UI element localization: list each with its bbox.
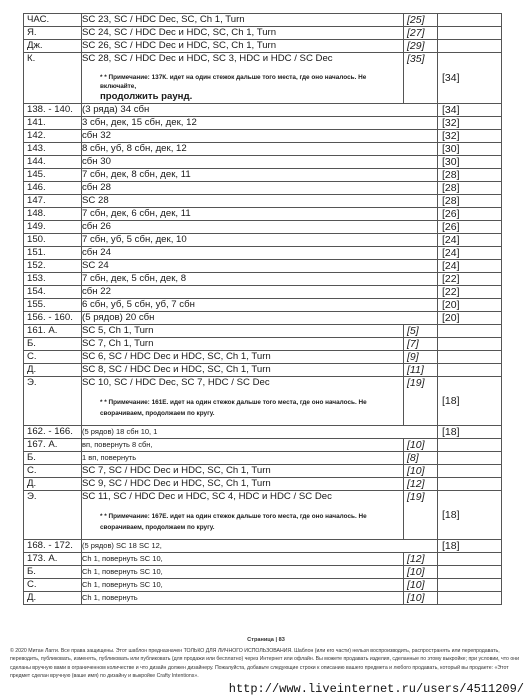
instruction-text: SC 11, SC / HDC Dec и HDC, SC 4, HDC и HDC / SC Dec	[82, 491, 332, 502]
instruction-text: (5 рядов) SC 18 SC 12,	[82, 541, 162, 550]
row-instruction	[82, 27, 404, 40]
stitch-count: [34]	[438, 53, 502, 104]
table-row	[24, 156, 502, 169]
instruction-text: SC 7, SC / HDC Dec и HDC, SC, Ch 1, Turn	[82, 465, 271, 476]
stitch-count: [32]	[438, 117, 502, 130]
stitch-count: [24]	[438, 260, 502, 273]
stitch-count: [28]	[438, 169, 502, 182]
sub-stitch-count: [10]	[404, 566, 438, 579]
row-instruction	[82, 182, 438, 195]
row-number: 168. - 172.	[24, 540, 82, 553]
row-instruction	[82, 566, 404, 579]
instruction-text: SC 7, Ch 1, Turn	[82, 338, 154, 349]
row-number: К.	[24, 53, 82, 104]
stitch-count: [20]	[438, 312, 502, 325]
table-row	[24, 104, 502, 117]
instruction-text: 7 сбн, дек, 5 сбн, дек, 8	[82, 273, 187, 284]
row-number: 141.	[24, 117, 82, 130]
stitch-count: [32]	[438, 130, 502, 143]
row-instruction	[82, 156, 438, 169]
page-footer	[10, 636, 522, 681]
instruction-text: 3 сбн, дек, 15 сбн, дек, 12	[82, 117, 197, 128]
note-text: * * Примечание: 137К. идет на один стежок дальше того места, где оно началось. Не включайте,	[100, 74, 367, 90]
table-row	[24, 452, 502, 465]
table-row	[24, 312, 502, 325]
copyright-text: © 2020 Митан Лагги. Все права защищены. Этот шаблон предназначен ТОЛЬКО ДЛЯ ЛИЧНОГО ИСПОЛЬЗОВАНИЯ. Шаблон (или его части) нельзя воспроизводить, распространять или перепродавать, переводить, публиковать, изменять, публиковать или публиковать (для продажи или бесплатно) через Интернет или офлайн. Вы можете продавать изделия, сделанные по этому выкройке; при условии, что они сделаны вручную вами в ограниченном количестве и что дизайн должен дизайнеру. Пожалуйста, добавьте следующие строки к описанию вашего предмета и любого продавать, который вы продаете: «Этот предмет сделан вручную (ваше имя) по дизайну и выкройке Crafty Intentions».	[10, 647, 519, 679]
instruction-text: сбн 28	[82, 182, 111, 193]
table-row	[24, 117, 502, 130]
instruction-text: сбн 32	[82, 130, 111, 141]
note-text: * * Примечание: 161Е. идет на один стежок дальше того места, где оно началось. Не	[100, 399, 367, 406]
row-number: С.	[24, 465, 82, 478]
sub-stitch-count: [12]	[404, 478, 438, 491]
row-instruction	[82, 491, 404, 540]
stitch-count: [22]	[438, 286, 502, 299]
sub-stitch-count: [9]	[404, 351, 438, 364]
sub-stitch-count: [5]	[404, 325, 438, 338]
table-row	[24, 234, 502, 247]
row-number: ЧАС.	[24, 14, 82, 27]
row-number: 146.	[24, 182, 82, 195]
table-row	[24, 338, 502, 351]
instruction-text: Ch 1, повернуть	[82, 593, 138, 602]
row-instruction	[82, 247, 438, 260]
stitch-count	[438, 452, 502, 465]
sub-stitch-count: [25]	[404, 14, 438, 27]
row-number: Э.	[24, 491, 82, 540]
instruction-text: SC 5, Ch 1, Turn	[82, 325, 154, 336]
row-instruction	[82, 260, 438, 273]
instruction-text: Ch 1, повернуть SC 10,	[82, 567, 163, 576]
stitch-count: [18]	[438, 426, 502, 439]
table-row	[24, 27, 502, 40]
row-number: 153.	[24, 273, 82, 286]
stitch-count: [24]	[438, 234, 502, 247]
table-row	[24, 14, 502, 27]
sub-stitch-count: [12]	[404, 553, 438, 566]
instruction-text: 7 сбн, дек, 6 сбн, дек, 11	[82, 208, 191, 219]
row-number: 154.	[24, 286, 82, 299]
row-instruction	[82, 579, 404, 592]
table-row	[24, 286, 502, 299]
row-number: 149.	[24, 221, 82, 234]
row-number: 143.	[24, 143, 82, 156]
row-instruction	[82, 286, 438, 299]
stitch-count: [28]	[438, 195, 502, 208]
note-continuation: продолжить раунд.	[100, 91, 193, 102]
table-row	[24, 195, 502, 208]
table-row	[24, 130, 502, 143]
note-continuation: сворачиваем, продолжаем по кругу.	[100, 524, 215, 531]
row-instruction	[82, 478, 404, 491]
sub-stitch-count: [10]	[404, 579, 438, 592]
row-number: Д.	[24, 592, 82, 605]
stitch-count	[438, 325, 502, 338]
table-row	[24, 478, 502, 491]
stitch-count: [18]	[438, 377, 502, 426]
instruction-text: 1 вп, повернуть	[82, 453, 137, 462]
table-row	[24, 579, 502, 592]
row-instruction	[82, 143, 438, 156]
stitch-count	[438, 14, 502, 27]
row-instruction	[82, 104, 438, 117]
table-row	[24, 377, 502, 426]
row-instruction	[82, 426, 438, 439]
table-row	[24, 182, 502, 195]
instruction-text: сбн 26	[82, 221, 111, 232]
stitch-count: [22]	[438, 273, 502, 286]
stitch-count	[438, 566, 502, 579]
row-instruction	[82, 299, 438, 312]
note-text: * * Примечание: 167Е. идет на один стежок дальше того места, где оно началось. Не	[100, 513, 367, 520]
stitch-count: [26]	[438, 221, 502, 234]
row-number: Дж.	[24, 40, 82, 53]
sub-stitch-count: [10]	[404, 592, 438, 605]
table-row	[24, 221, 502, 234]
instruction-text: Ch 1, повернуть SC 10,	[82, 554, 163, 563]
table-row	[24, 364, 502, 377]
table-row	[24, 491, 502, 540]
row-number: 151.	[24, 247, 82, 260]
row-number: 167. А.	[24, 439, 82, 452]
table-row	[24, 540, 502, 553]
instruction-text: SC 24	[82, 260, 109, 271]
row-instruction	[82, 130, 438, 143]
stitch-count	[438, 364, 502, 377]
row-number: 142.	[24, 130, 82, 143]
row-number: С.	[24, 351, 82, 364]
table-row	[24, 169, 502, 182]
stitch-count: [20]	[438, 299, 502, 312]
row-number: 148.	[24, 208, 82, 221]
row-number: Э.	[24, 377, 82, 426]
row-instruction	[82, 208, 438, 221]
instruction-text: SC 26, SC / HDC Dec и HDC, SC, Ch 1, Turn	[82, 40, 277, 51]
row-instruction	[82, 221, 438, 234]
row-number: 173. А.	[24, 553, 82, 566]
stitch-count	[438, 351, 502, 364]
stitch-count: [28]	[438, 182, 502, 195]
instruction-text: SC 6, SC / HDC Dec и HDC, SC, Ch 1, Turn	[82, 351, 271, 362]
row-number: Б.	[24, 338, 82, 351]
row-instruction	[82, 234, 438, 247]
row-number: 161. А.	[24, 325, 82, 338]
instruction-text: SC 8, SC / HDC Dec и HDC, SC, Ch 1, Turn	[82, 364, 271, 375]
row-number: 145.	[24, 169, 82, 182]
instruction-text: сбн 22	[82, 286, 111, 297]
table-row	[24, 260, 502, 273]
instruction-text: SC 28, SC / HDC Dec и HDC, SC 3, HDC и HDC / SC Dec	[82, 53, 333, 64]
instruction-text: 8 сбн, уб, 8 сбн, дек, 12	[82, 143, 187, 154]
stitch-count: [26]	[438, 208, 502, 221]
row-instruction	[82, 465, 404, 478]
sub-stitch-count: [19]	[404, 377, 438, 426]
table-row	[24, 592, 502, 605]
row-instruction	[82, 540, 438, 553]
sub-stitch-count: [10]	[404, 465, 438, 478]
row-instruction	[82, 452, 404, 465]
row-number: 138. - 140.	[24, 104, 82, 117]
instruction-text: сбн 24	[82, 247, 111, 258]
row-instruction	[82, 273, 438, 286]
instruction-text: 7 сбн, уб, 5 сбн, дек, 10	[82, 234, 187, 245]
table-row	[24, 439, 502, 452]
stitch-count	[438, 439, 502, 452]
instruction-text: Ch 1, повернуть SC 10,	[82, 580, 163, 589]
row-instruction	[82, 439, 404, 452]
sub-stitch-count: [11]	[404, 364, 438, 377]
row-number: 162. - 166.	[24, 426, 82, 439]
note-continuation: сворачиваем, продолжаем по кругу.	[100, 410, 215, 417]
instruction-text: SC 23, SC / HDC Dec, SC, Ch 1, Turn	[82, 14, 245, 25]
instruction-text: SC 10, SC / HDC Dec, SC 7, HDC / SC Dec	[82, 377, 270, 388]
table-row	[24, 465, 502, 478]
instruction-text: сбн 30	[82, 156, 111, 167]
table-row	[24, 53, 502, 104]
sub-stitch-count: [8]	[404, 452, 438, 465]
row-number: 144.	[24, 156, 82, 169]
table-row	[24, 273, 502, 286]
row-instruction	[82, 553, 404, 566]
stitch-count: [18]	[438, 491, 502, 540]
row-instruction	[82, 117, 438, 130]
row-number: 152.	[24, 260, 82, 273]
page-number: Страница | 83	[247, 637, 285, 643]
row-number: 147.	[24, 195, 82, 208]
pattern-table-body	[24, 14, 502, 605]
stitch-count	[438, 465, 502, 478]
row-number: 156. - 160.	[24, 312, 82, 325]
sub-stitch-count: [19]	[404, 491, 438, 540]
instruction-text: (3 ряда) 34 сбн	[82, 104, 150, 115]
sub-stitch-count: [27]	[404, 27, 438, 40]
instruction-text: вп, повернуть 8 сбн,	[82, 440, 153, 449]
table-row	[24, 299, 502, 312]
stitch-count	[438, 27, 502, 40]
table-row	[24, 351, 502, 364]
stitch-count: [30]	[438, 143, 502, 156]
row-number: 150.	[24, 234, 82, 247]
instruction-text: SC 28	[82, 195, 109, 206]
stitch-count	[438, 592, 502, 605]
stitch-count	[438, 478, 502, 491]
sub-stitch-count: [7]	[404, 338, 438, 351]
stitch-count: [30]	[438, 156, 502, 169]
table-row	[24, 143, 502, 156]
instruction-text: SC 9, SC / HDC Dec и HDC, SC, Ch 1, Turn	[82, 478, 271, 489]
instruction-text: (5 рядов) 20 сбн	[82, 312, 155, 323]
row-number: С.	[24, 579, 82, 592]
row-instruction	[82, 364, 404, 377]
row-instruction	[82, 195, 438, 208]
table-row	[24, 553, 502, 566]
row-instruction	[82, 53, 404, 104]
instruction-text: (5 рядов) 18 сбн 10, 1	[82, 427, 158, 436]
stitch-count	[438, 40, 502, 53]
row-instruction	[82, 14, 404, 27]
stitch-count	[438, 553, 502, 566]
row-number: Б.	[24, 452, 82, 465]
stitch-count: [34]	[438, 104, 502, 117]
stitch-count	[438, 338, 502, 351]
watermark-url[interactable]: http://www.liveinternet.ru/users/4511209/	[228, 682, 524, 696]
row-number: Б.	[24, 566, 82, 579]
table-row	[24, 208, 502, 221]
sub-stitch-count: [10]	[404, 439, 438, 452]
row-instruction	[82, 40, 404, 53]
row-instruction	[82, 351, 404, 364]
table-row	[24, 325, 502, 338]
instruction-text: SC 24, SC / HDC Dec и HDC, SC, Ch 1, Turn	[82, 27, 277, 38]
row-instruction	[82, 312, 438, 325]
pattern-table	[23, 13, 502, 605]
row-number: Д.	[24, 364, 82, 377]
row-instruction	[82, 169, 438, 182]
table-row	[24, 426, 502, 439]
sub-stitch-count: [35]	[404, 53, 438, 104]
instruction-text: 7 сбн, дек, 8 сбн, дек, 11	[82, 169, 191, 180]
row-number: Д.	[24, 478, 82, 491]
sub-stitch-count: [29]	[404, 40, 438, 53]
stitch-count: [18]	[438, 540, 502, 553]
row-instruction	[82, 338, 404, 351]
table-row	[24, 566, 502, 579]
stitch-count: [24]	[438, 247, 502, 260]
table-row	[24, 247, 502, 260]
row-instruction	[82, 377, 404, 426]
stitch-count	[438, 579, 502, 592]
table-row	[24, 40, 502, 53]
row-number: 155.	[24, 299, 82, 312]
instruction-text: 6 сбн, уб, 5 сбн, уб, 7 сбн	[82, 299, 195, 310]
row-instruction	[82, 592, 404, 605]
row-number: Я.	[24, 27, 82, 40]
row-instruction	[82, 325, 404, 338]
